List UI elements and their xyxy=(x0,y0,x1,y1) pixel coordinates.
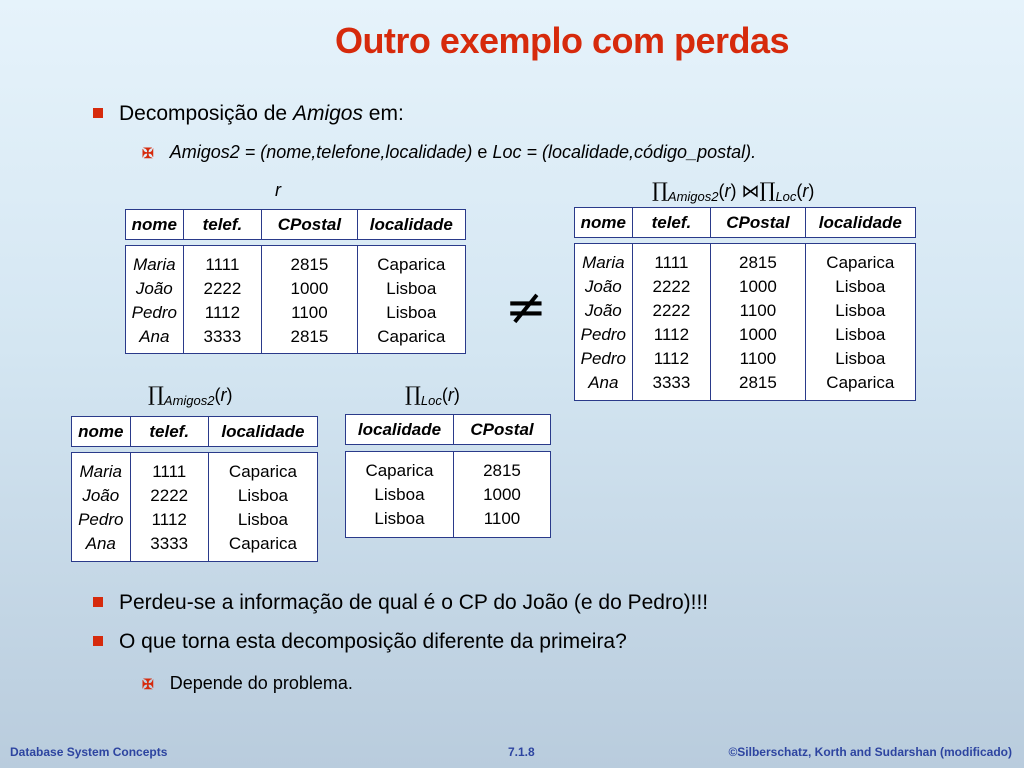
table-join-header xyxy=(574,207,916,238)
table-r-col-telef: 1111 2222 1112 3333 xyxy=(184,246,263,353)
square-bullet-icon xyxy=(93,636,103,646)
table-join-header-cell: telef. xyxy=(633,208,712,237)
table-r-header-cell: nome xyxy=(126,210,184,239)
table-r-header-cell: telef. xyxy=(184,210,263,239)
table-loc-col-cpostal: 2815 1000 1100 xyxy=(483,461,521,528)
table-amigos2-col-nome: Maria João Pedro Ana xyxy=(72,453,131,561)
table-join-header-cell: CPostal xyxy=(711,208,805,237)
table-r-col-localidade: Caparica Lisboa Lisboa Caparica xyxy=(377,255,446,346)
table-join-header-cell: localidade xyxy=(818,212,902,232)
square-bullet-icon xyxy=(93,597,103,607)
table-amigos2-header xyxy=(71,416,318,447)
bullet-3 xyxy=(93,630,627,654)
table-join-col-nome: Maria João João Pedro Pedro Ana xyxy=(575,244,633,400)
table-r-header xyxy=(125,209,466,240)
table-amigos2-header-cell: nome xyxy=(72,417,131,446)
sub-1-mid: e xyxy=(472,142,493,162)
footer-right: ©Silberschatz, Korth and Sudarshan (modificado) xyxy=(728,745,1012,759)
not-equal-symbol: ≠ xyxy=(505,278,547,336)
bullet-1-relation: Amigos xyxy=(292,102,363,125)
bullet-3-text: O que torna esta decomposição diferente da primeira? xyxy=(119,630,627,653)
table-r-col-nome: Maria João Pedro Ana xyxy=(126,246,184,353)
table-r-header-cell: localidade xyxy=(369,214,453,234)
table-loc-header-cell: CPostal xyxy=(470,419,534,439)
cross-bullet-icon: ✠ xyxy=(142,676,154,692)
table-loc-body xyxy=(345,451,551,538)
table-loc-header-cell: localidade xyxy=(346,415,454,444)
caption-r: r xyxy=(275,180,281,200)
table-join-col-telef: 1111 2222 2222 1112 1112 3333 xyxy=(633,244,712,400)
table-join-header-cell: nome xyxy=(575,208,633,237)
table-amigos2-header-cell: localidade xyxy=(221,421,305,441)
table-join-body xyxy=(574,243,916,401)
cross-bullet-icon: ✠ xyxy=(142,145,154,161)
sub-bullet-3 xyxy=(142,673,353,694)
caption-join: $\prod_{Amigos2}(r)$ $⋈\prod_{Loc}(r)$ xyxy=(652,178,815,204)
sub-1-a: Amigos2 = (nome,telefone,localidade) xyxy=(169,142,473,162)
table-amigos2-col-telef: 1111 2222 1112 3333 xyxy=(131,453,209,561)
table-loc-col-localidade: Caparica Lisboa Lisboa xyxy=(346,452,454,537)
table-r-header-cell: CPostal xyxy=(262,210,357,239)
square-bullet-icon xyxy=(93,108,103,118)
table-r-body xyxy=(125,245,466,354)
table-loc-header xyxy=(345,414,551,445)
sub-3-text: Depende do problema. xyxy=(169,673,353,693)
natural-join-symbol: ⋈ xyxy=(741,181,760,201)
caption-amigos2: $\prod_{Amigos2}(r)$ xyxy=(148,382,233,408)
footer-left: Database System Concepts xyxy=(10,745,168,759)
footer-page-number: 7.1.8 xyxy=(508,745,535,759)
bullet-1 xyxy=(93,102,404,126)
table-join-col-cpostal: 2815 1000 1100 1000 1100 2815 xyxy=(711,244,805,400)
bullet-1-prefix: Decomposição de xyxy=(119,102,293,125)
table-amigos2-col-localidade: Caparica Lisboa Lisboa Caparica xyxy=(228,462,297,553)
caption-loc: $\prod_{Loc}(r)$ xyxy=(405,382,460,408)
table-amigos2-body xyxy=(71,452,318,562)
bullet-2 xyxy=(93,591,708,615)
sub-1-b: Loc = (localidade,código_postal). xyxy=(492,142,757,162)
sub-bullet-1 xyxy=(142,142,756,163)
table-amigos2-header-cell: telef. xyxy=(131,417,209,446)
table-r-col-cpostal: 2815 1000 1100 2815 xyxy=(262,246,357,353)
bullet-1-suffix: em: xyxy=(362,102,404,125)
slide-title: Outro exemplo com perdas xyxy=(334,20,790,61)
table-join-col-localidade: Caparica Lisboa Lisboa Lisboa Lisboa Caparica xyxy=(826,253,895,392)
bullet-2-text: Perdeu-se a informação de qual é o CP do João (e do Pedro)!!! xyxy=(119,591,709,614)
